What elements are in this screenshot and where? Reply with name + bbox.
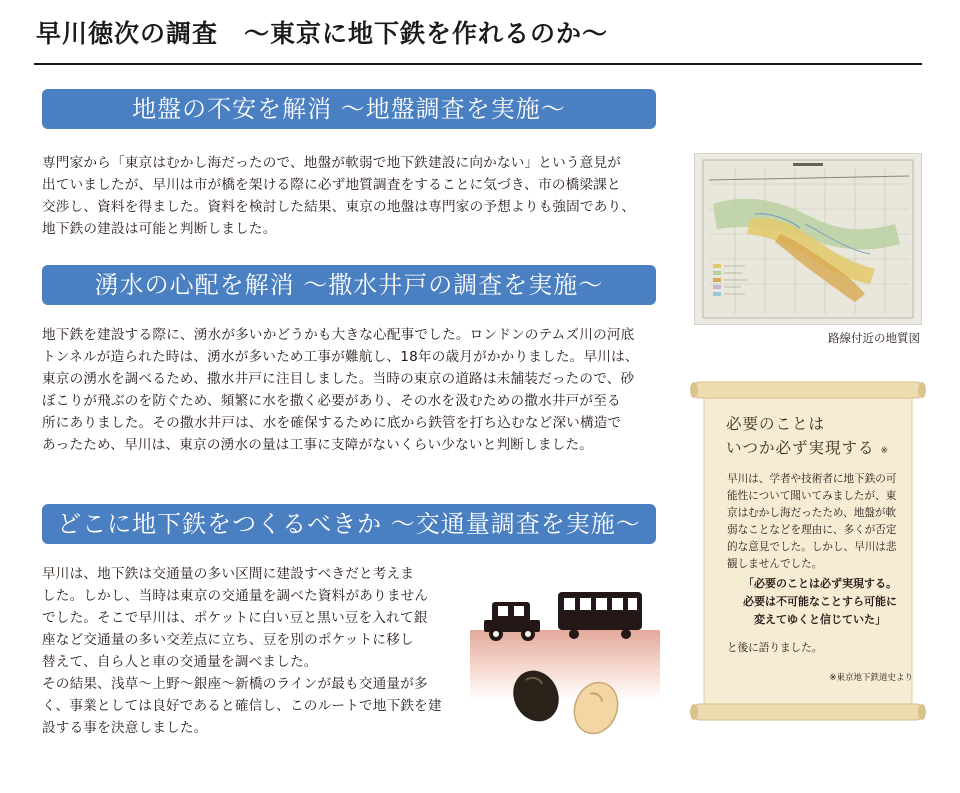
section-text-spring-water bbox=[42, 324, 682, 456]
traffic-beans-illustration bbox=[470, 570, 660, 750]
quote-line: 「必要のことは必ず実現する。 bbox=[743, 577, 897, 590]
text-line: 座など交通量の多い交差点に立ち、豆を別のポケットに移し bbox=[42, 632, 414, 648]
text-line: 替えて、自ら人と車の交通量を調べました。 bbox=[42, 654, 318, 670]
text-line: でした。そこで早川は、ポケットに白い豆と黒い豆を入れて銀 bbox=[42, 610, 428, 626]
text-line: 早川は、学者や技術者に地下鉄の可 bbox=[727, 473, 897, 485]
text-line: 交渉し、資料を得ました。資料を検討した結果、東京の地盤は専門家の予想よりも強固であり、 bbox=[42, 199, 636, 215]
text-line: ぼこりが飛ぶのを防ぐため、頻繁に水を撒く必要があり、その水を汲むための撒水井戸が至る bbox=[42, 393, 621, 409]
scroll-body bbox=[727, 471, 913, 573]
scroll-title bbox=[726, 412, 916, 463]
text-line: 観しませんでした。 bbox=[727, 558, 823, 570]
geological-map-image bbox=[694, 153, 922, 325]
section-text-traffic-survey bbox=[42, 563, 482, 739]
text-line: 的な意見でした。しかし、早川は悲 bbox=[727, 541, 897, 553]
scroll-after-text: と後に語りました。 bbox=[727, 642, 823, 654]
quote-line: 変えてゆくと信じていた」 bbox=[754, 613, 886, 626]
section-banner-spring-water: 湧水の心配を解消 ～撒水井戸の調査を実施～ bbox=[42, 265, 656, 305]
scroll-source: ※東京地下鉄道史より bbox=[829, 673, 913, 683]
text-line: あったため、早川は、東京の湧水の量は工事に支障がないくらい少ないと判断しました。 bbox=[42, 437, 594, 453]
text-line: 弱なことなどを理由に、多くが否定 bbox=[727, 524, 897, 536]
text-line: 設する事を決意しました。 bbox=[42, 720, 208, 736]
text-line: 能性について聞いてみましたが、東 bbox=[727, 490, 897, 502]
text-line: 東京の湧水を調べるため、撒水井戸に注目しました。当時の東京の道路は未舗装だったので、砂 bbox=[42, 371, 635, 387]
text-line: 京はむかし海だったため、地盤が軟 bbox=[727, 507, 897, 519]
text-line: く、事業としては良好であると確信し、このルートで地下鉄を建 bbox=[42, 698, 442, 714]
map-caption: 路線付近の地質図 bbox=[828, 331, 920, 345]
text-line: 所にありました。その撒水井戸は、水を確保するために底から鉄管を打ち込むなど深い構造で bbox=[42, 415, 622, 431]
scroll-title-line: いつか必ず実現する ※ bbox=[726, 439, 889, 457]
scroll-quote bbox=[722, 575, 918, 629]
text-line: した。しかし、当時は東京の交通量を調べた資料がありません bbox=[42, 588, 429, 604]
section-banner-traffic-survey: どこに地下鉄をつくるべきか ～交通量調査を実施～ bbox=[42, 504, 656, 544]
title-divider bbox=[34, 63, 922, 65]
text-line: 地下鉄の建設は可能と判断しました。 bbox=[42, 221, 277, 237]
scroll-title-line: 必要のことは bbox=[726, 415, 826, 433]
text-line: 専門家から「東京はむかし海だったので、地盤が軟弱で地下鉄建設に向かない」という意見が bbox=[42, 155, 622, 171]
text-line: 地下鉄を建設する際に、湧水が多いかどうかも大きな心配事でした。ロンドンのテムズ川の河底 bbox=[42, 327, 635, 343]
text-line: 早川は、地下鉄は交通量の多い区間に建設すべきだと考えま bbox=[42, 566, 415, 582]
section-text-ground-survey bbox=[42, 152, 682, 240]
text-line: トンネルが造られた時は、湧水が多いため工事が難航し、18年の歳月がかかりました。早川は、 bbox=[42, 349, 639, 365]
footnote-mark: ※ bbox=[880, 446, 889, 456]
quote-line: 必要は不可能なことすら可能に bbox=[743, 595, 897, 608]
section-banner-ground-survey: 地盤の不安を解消 ～地盤調査を実施～ bbox=[42, 89, 656, 129]
text-line: その結果、浅草～上野～銀座～新橋のラインが最も交通量が多 bbox=[42, 676, 428, 692]
text-line: 出ていましたが、早川は市が橋を架ける際に必ず地質調査をすることに気づき、市の橋梁課と bbox=[42, 177, 621, 193]
page-title: 早川徳次の調査 ～東京に地下鉄を作れるのか～ bbox=[36, 19, 609, 48]
